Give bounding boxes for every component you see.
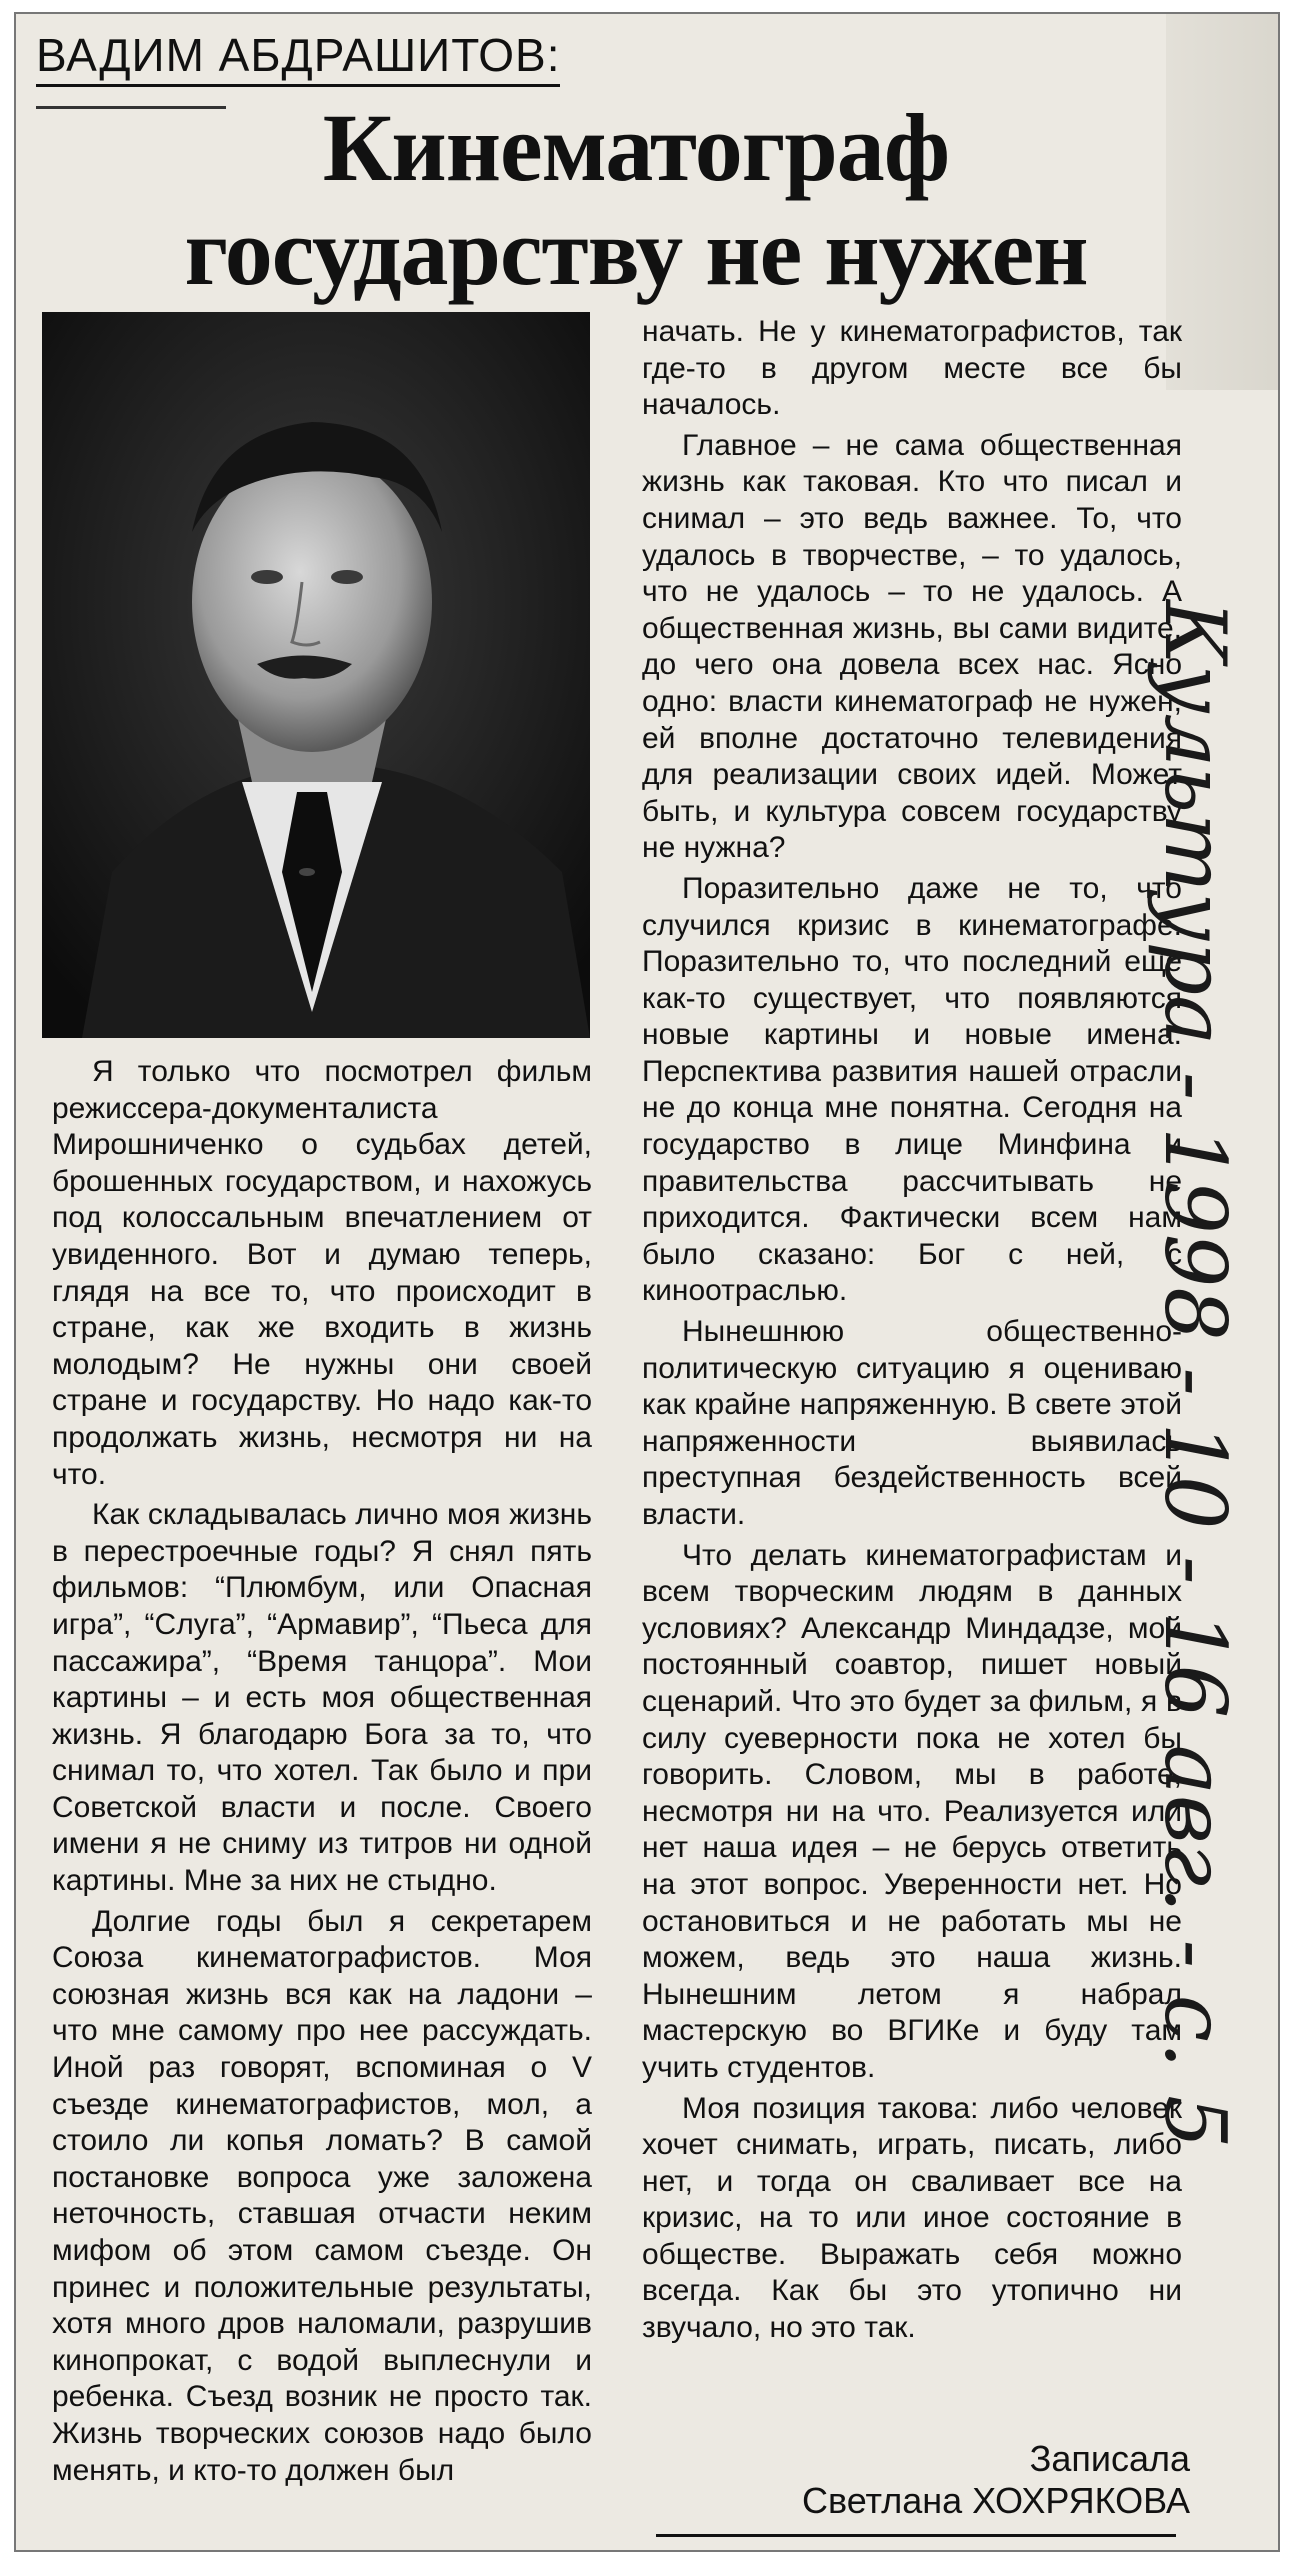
- article-column-right: [642, 314, 1182, 2351]
- portrait-photo: [42, 312, 590, 1038]
- paragraph: Я только что посмотрел фильм режиссера-документалиста Мирошниченко о судьбах детей, брошенных государством, и нахожусь под колоссальным впечатлением от увиденного. Вот и думаю теперь, глядя на все то, что происходит в стране, как же входить в жизнь молодым? Не нужны они своей стране и государству. Но надо как-то продолжать жизнь, несмотря ни на что.: [52, 1055, 592, 1491]
- paragraph: Как складывалась лично моя жизнь в перестроечные годы? Я снял пять фильмов: “Плюмбум, или Опасная игра”, “Слуга”, “Армавир”, “Пьеса для пассажира”, “Время танцора”. Мои картины – и есть моя общественная жизнь. Я благодарю Бога за то, что снимал то, что хотел. Так было и при Советской власти и после. Своего имени я не сниму из титров ни одной картины. Мне за них не стыдно.: [52, 1498, 592, 1898]
- handwritten-source-note: Культура - 1998 - 10 - 16 авг. - с. 5: [1146, 600, 1244, 2149]
- credit-label: Записала: [1029, 2438, 1190, 2479]
- article-kicker: ВАДИМ АБДРАШИТОВ:: [36, 28, 560, 87]
- paragraph: Нынешнюю общественно-политическую ситуацию я оцениваю как крайне напряженную. В свете этой напряженности выявилась преступная бездейственность всей власти.: [642, 1315, 1182, 1531]
- article-column-left: [52, 1054, 592, 2493]
- portrait-photo-icon: [42, 312, 590, 1038]
- article-headline: [106, 96, 1166, 304]
- headline-line-1: Кинематограф: [322, 94, 950, 201]
- adjacent-column-bleed: [1166, 14, 1280, 390]
- paragraph: Поразительно даже не то, что случился кризис в кинематографе. Поразительно то, что последний еще как-то существует, что появляются новые картины и новые имена. Перспектива развития нашей отрасли не до конца мне понятна. Сегодня на государство в лице Минфина и правительства рассчитывать не приходится. Фактически всем нам было сказано: Бог с ней, с киноотраслью.: [642, 871, 1182, 1308]
- credit-author: Светлана ХОХРЯКОВА: [801, 2480, 1190, 2521]
- paragraph: Долгие годы был я секретарем Союза кинематографистов. Моя союзная жизнь вся как на ладони – что мне самому про нее рассуждать. Иной раз говорят, вспоминая о V съезде кинематографистов, мол, а стоило ли копья ломать? В самой постановке вопроса уже заложена неточность, ставшая отчасти неким мифом об этом самом съезде. Он принес и положительные результаты, хотя много дров наломали, разрушив кинопрокат, с водой выплеснули и ребенка. Съезд возник не просто так. Жизнь творческих союзов надо было менять, и кто-то должен был: [52, 1904, 592, 2487]
- article-credit: [802, 2438, 1190, 2522]
- headline-line-2: государству не нужен: [184, 198, 1088, 305]
- paragraph: начать. Не у кинематографистов, так где-то в другом месте все бы началось.: [642, 315, 1182, 422]
- newspaper-clipping: [14, 12, 1280, 2552]
- credit-rule: [656, 2534, 1176, 2537]
- paragraph: Что делать кинематографистам и всем творческим людям в данных условиях? Александр Миндадзе, мой постоянный соавтор, пишет новый сценарий. Что это будет за фильм, я в силу суеверности пока не хотел бы говорить. Словом, мы в работе, несмотря ни на что. Реализуется или нет наша идея – не берусь ответить на этот вопрос. Уверенности нет. Но остановиться и не работать мы не можем, ведь это наша жизнь. Нынешним летом я набрал мастерскую во ВГИКе и буду там учить студентов.: [642, 1538, 1182, 2084]
- paragraph: Главное – не сама общественная жизнь как таковая. Кто что писал и снимал – это ведь важнее. То, что удалось в творчестве, – то удалось, что не удалось – то не удалось. А общественная жизнь, вы сами видите, до чего она довела всех нас. Ясно одно: власти кинематограф не нужен, ей вполне достаточно телевидения для реализации своих идей. Может быть, и культура совсем государству не нужна?: [642, 428, 1182, 865]
- paragraph: Моя позиция такова: либо человек хочет снимать, играть, писать, либо нет, и тогда он сваливает все на кризис, на то или иное состояние в обществе. Выражать себя можно всегда. Как бы это утопично ни звучало, но это так.: [642, 2091, 1182, 2345]
